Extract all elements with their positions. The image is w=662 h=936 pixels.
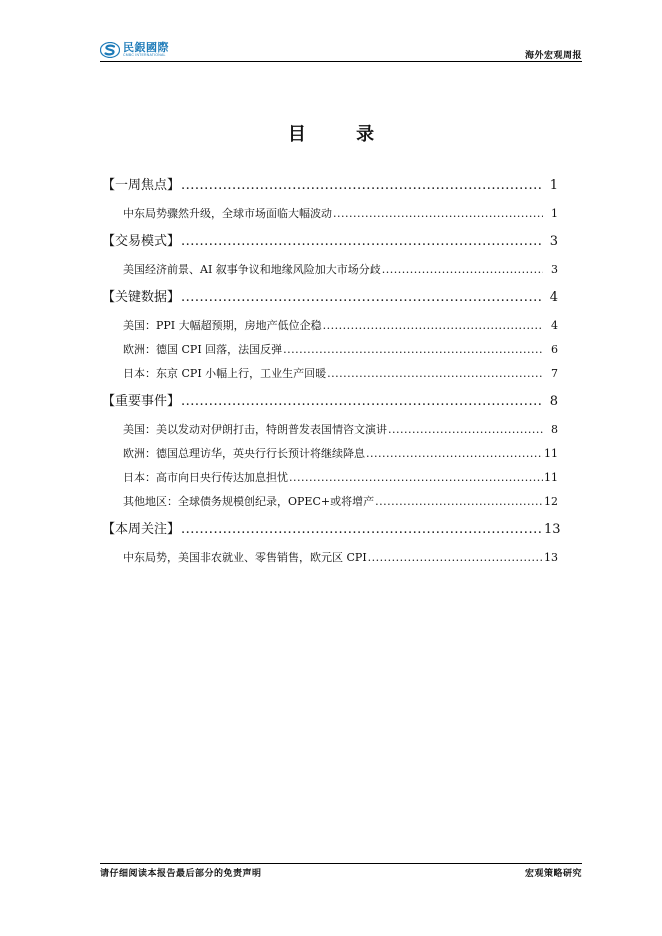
toc-leader-dots xyxy=(327,362,543,386)
toc-entry-label: 欧洲：德国 CPI 回落，法国反弹 xyxy=(123,343,283,356)
toc-entry-us-ppi[interactable] xyxy=(102,314,558,338)
toc-entry-key-events[interactable] xyxy=(102,386,558,418)
toc-page-number: 3 xyxy=(549,234,558,249)
toc-entry-week-ahead-items[interactable] xyxy=(102,546,558,570)
toc-page-number: 8 xyxy=(549,394,558,409)
toc-entry-key-data[interactable] xyxy=(102,282,558,314)
toc-entry-week-ahead[interactable] xyxy=(102,514,561,546)
toc-page-number: 7 xyxy=(551,367,558,380)
footer-disclaimer: 请仔细阅读本报告最后部分的免责声明 xyxy=(100,869,262,879)
toc-leader-dots xyxy=(181,282,543,314)
toc-leader-dots xyxy=(323,314,543,338)
toc-leader-dots xyxy=(181,514,543,546)
toc-entry-label: 中东局势骤然升级，全球市场面临大幅波动 xyxy=(123,207,332,220)
page-header xyxy=(100,40,582,62)
toc-entry-japan-boj[interactable] xyxy=(102,466,558,490)
toc-page-number: 8 xyxy=(551,423,558,436)
toc-entry-europe-germany-visit[interactable] xyxy=(102,442,558,466)
toc-leader-dots xyxy=(388,418,543,442)
toc-entry-us-outlook[interactable] xyxy=(102,258,558,282)
toc-entry-label: 【关键数据】 xyxy=(102,290,181,305)
toc-leader-dots xyxy=(181,170,543,202)
toc-page-number: 12 xyxy=(544,495,558,508)
page-title: 目 录 xyxy=(287,124,397,145)
toc-page-number: 11 xyxy=(544,447,558,460)
toc-page-number: 11 xyxy=(544,471,558,484)
toc-page-number: 4 xyxy=(549,290,558,305)
toc-entry-label: 中东局势，美国非农就业、零售销售，欧元区 CPI xyxy=(123,551,367,564)
logo-english-text: CMBC INTERNATIONAL xyxy=(123,53,166,58)
toc-entry-other-regions[interactable] xyxy=(102,490,558,514)
toc-entry-us-iran-strike[interactable] xyxy=(102,418,558,442)
toc-leader-dots xyxy=(375,490,543,514)
header-divider xyxy=(100,61,582,62)
toc-entry-label: 其他地区：全球债务规模创纪录，OPEC+或将增产 xyxy=(123,495,375,508)
table-of-contents xyxy=(102,170,561,570)
toc-entry-middle-east[interactable] xyxy=(102,202,558,226)
report-name: 海外宏观周报 xyxy=(524,51,582,61)
footer-divider xyxy=(100,863,582,864)
toc-leader-dots xyxy=(366,442,543,466)
toc-page-number: 1 xyxy=(549,178,558,193)
toc-entry-label: 美国：美以发动对伊朗打击，特朗普发表国情咨文演讲 xyxy=(123,423,387,436)
toc-leader-dots xyxy=(289,466,543,490)
toc-leader-dots xyxy=(283,338,543,362)
toc-entry-label: 美国：PPI 大幅超预期，房地产低位企稳 xyxy=(123,319,322,332)
toc-leader-dots xyxy=(382,258,543,282)
toc-entry-label: 日本：东京 CPI 小幅上行，工业生产回暖 xyxy=(123,367,327,380)
toc-page-number: 13 xyxy=(544,551,558,564)
toc-entry-weekly-focus[interactable] xyxy=(102,170,558,202)
toc-entry-label: 【交易模式】 xyxy=(102,234,181,249)
toc-entry-label: 【一周焦点】 xyxy=(102,178,181,193)
toc-page-number: 13 xyxy=(544,522,561,537)
toc-entry-trading-mode[interactable] xyxy=(102,226,558,258)
footer-department: 宏观策略研究 xyxy=(524,869,582,879)
logo-chinese-text: 民銀國際 xyxy=(123,41,169,55)
toc-page-number: 1 xyxy=(551,207,558,220)
toc-leader-dots xyxy=(181,386,543,418)
toc-entry-label: 日本：高市向日央行传达加息担忧 xyxy=(123,471,288,484)
toc-entry-label: 欧洲：德国总理访华，英央行行长预计将继续降息 xyxy=(123,447,365,460)
toc-entry-europe-cpi[interactable] xyxy=(102,338,558,362)
toc-page-number: 3 xyxy=(551,263,558,276)
toc-entry-label: 美国经济前景、AI 叙事争议和地缘风险加大市场分歧 xyxy=(123,263,381,276)
toc-page-number: 6 xyxy=(551,343,558,356)
toc-entry-japan-cpi[interactable] xyxy=(102,362,558,386)
toc-leader-dots xyxy=(333,202,543,226)
toc-leader-dots xyxy=(181,226,543,258)
toc-entry-label: 【本周关注】 xyxy=(102,522,181,537)
toc-page-number: 4 xyxy=(551,319,558,332)
toc-entry-label: 【重要事件】 xyxy=(102,394,181,409)
toc-leader-dots xyxy=(368,546,543,570)
logo-s-icon xyxy=(100,42,120,58)
company-logo xyxy=(100,40,169,60)
